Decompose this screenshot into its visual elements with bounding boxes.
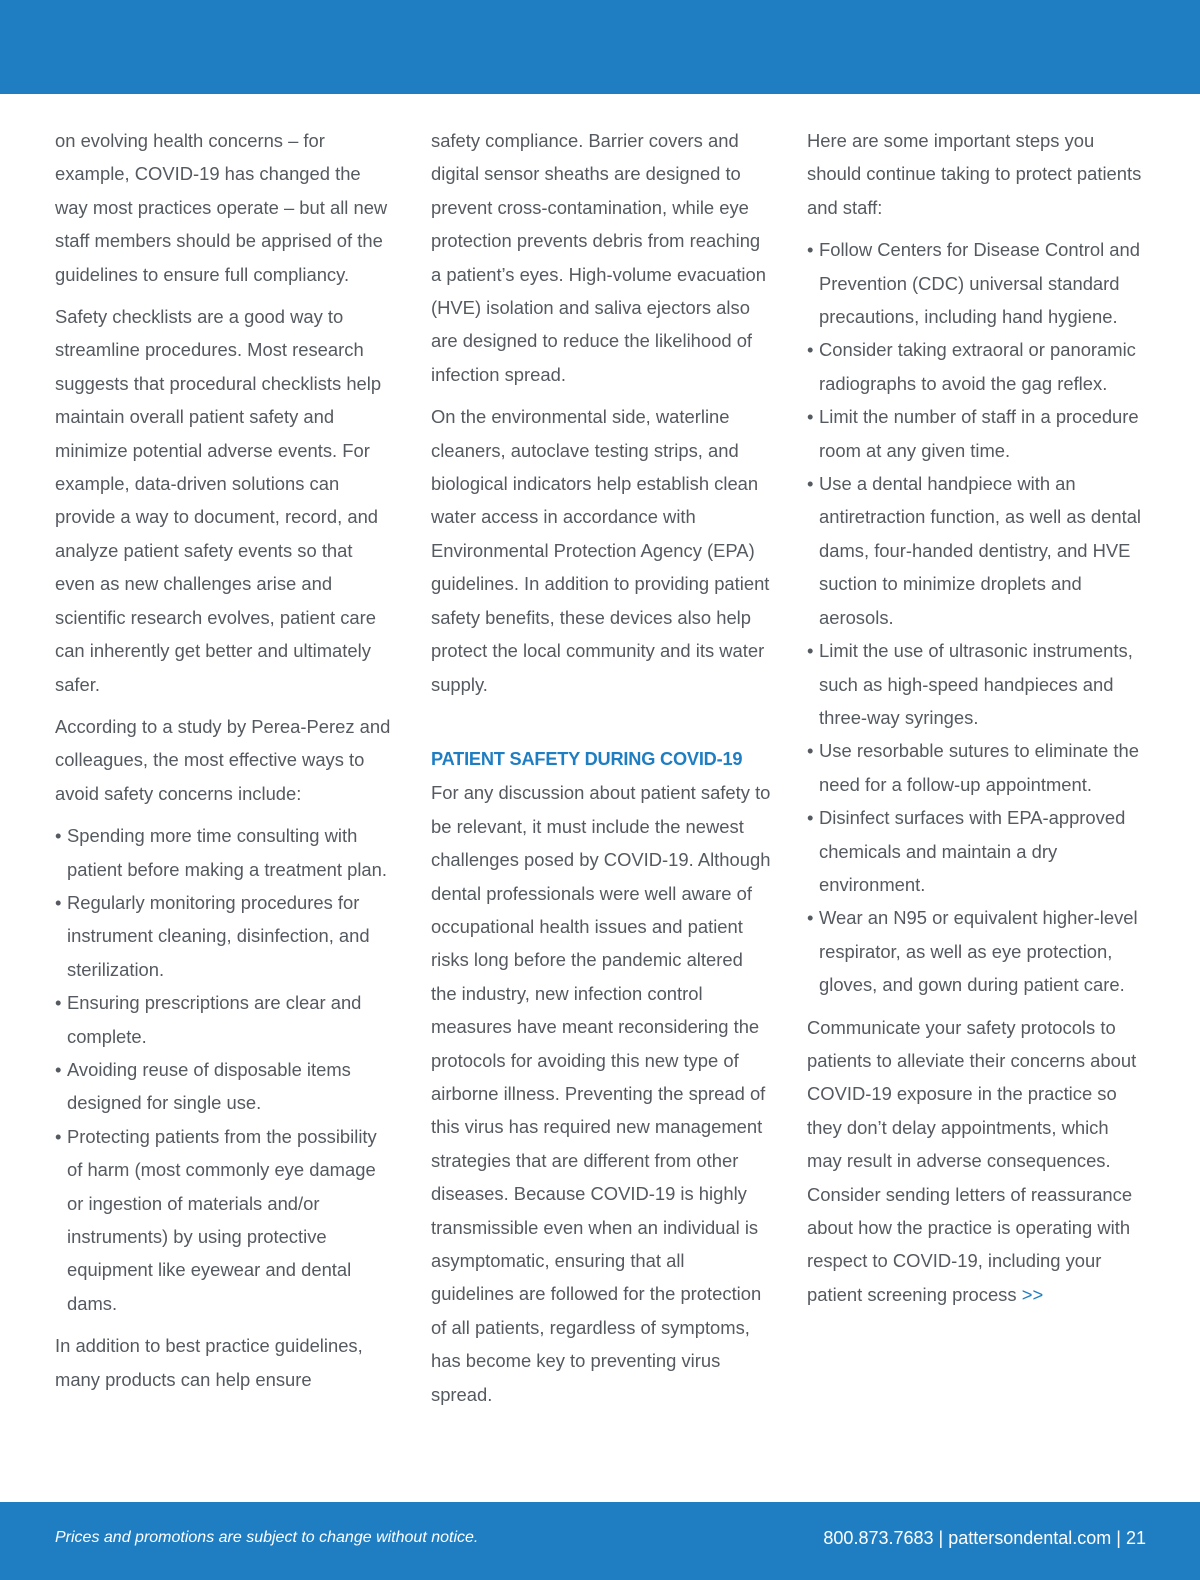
paragraph: on evolving health concerns – for example, COVID-19 has changed the way most practices operate – but all new staff members should be apprised of the guidelines to ensure full compliancy. bbox=[55, 130, 388, 285]
safety-concerns-list bbox=[55, 819, 395, 1320]
pricing-disclaimer: Prices and promotions are subject to change without notice. bbox=[55, 1529, 479, 1546]
list-item: • Consider taking extraoral or panoramic radiographs to avoid the gag reflex. bbox=[807, 333, 1147, 400]
list-item: • Protecting patients from the possibility of harm (most commonly eye damage or ingestion of materials and/or instruments) by using protective equipment like eyewear and dental dams. bbox=[55, 1120, 395, 1320]
list-item: • Limit the use of ultrasonic instruments, such as high-speed handpieces and three-way syringes. bbox=[807, 634, 1147, 734]
closing-paragraph-text: Communicate your safety protocols to patients to alleviate their concerns about COVID-19 exposure in the practice so they don’t delay appointments, which may result in adverse consequences. Consider sending letters of reassurance about how the practice is operating with respect to COVID-19, including your patient screening process bbox=[807, 1016, 1137, 1305]
list-item: • Limit the number of staff in a procedure room at any given time. bbox=[807, 400, 1147, 467]
article-column-2 bbox=[431, 124, 771, 1420]
paragraph: In addition to best practice guidelines, many products can help ensure bbox=[55, 1335, 363, 1390]
paragraph: Here are some important steps you should continue taking to protect patients and staff: bbox=[807, 130, 1142, 218]
list-item: • Wear an N95 or equivalent higher-level respirator, as well as eye protection, gloves, and gown during patient care. bbox=[807, 901, 1147, 1001]
list-item: • Follow Centers for Disease Control and Prevention (CDC) universal standard precautions, including hand hygiene. bbox=[807, 233, 1147, 333]
list-item: • Spending more time consulting with patient before making a treatment plan. bbox=[55, 819, 395, 886]
list-item: • Ensuring prescriptions are clear and complete. bbox=[55, 986, 395, 1053]
list-item: • Disinfect surfaces with EPA-approved chemicals and maintain a dry environment. bbox=[807, 801, 1147, 901]
covid-steps-list bbox=[807, 233, 1147, 1001]
footer-contact: 800.873.7683 | pattersondental.com | 21 bbox=[823, 1528, 1146, 1548]
header-bar bbox=[0, 0, 1200, 94]
paragraph: On the environmental side, waterline cleaners, autoclave testing strips, and biological indicators help establish clean water access in accordance with Environmental Protection Agency (EPA) guidelines. In addition to providing patient safety benefits, these devices also help protect the local community and its water supply. bbox=[431, 406, 770, 695]
paragraph: For any discussion about patient safety to be relevant, it must include the newest challenges posed by COVID-19. Although dental professionals were well aware of occupational health issues and patient risks long before the pandemic altered the industry, new infection control measures have meant reconsidering the protocols for avoiding this new type of airborne illness. Preventing the spread of this virus has required new management strategies that are different from other diseases. Because COVID-19 is highly transmissible even when an individual is asymptomatic, ensuring that all guidelines are followed for the protection of all patients, regardless of symptoms, has become key to preventing virus spread. bbox=[431, 782, 771, 1405]
article-column-3 bbox=[807, 124, 1147, 1320]
list-item: • Regularly monitoring procedures for instrument cleaning, disinfection, and sterilization. bbox=[55, 886, 395, 986]
paragraph bbox=[807, 1011, 1147, 1312]
list-item: • Use resorbable sutures to eliminate the need for a follow-up appointment. bbox=[807, 734, 1147, 801]
paragraph: Safety checklists are a good way to streamline procedures. Most research suggests that procedural checklists help maintain overall patient safety and minimize potential adverse events. For example, data-driven solutions can provide a way to document, record, and analyze patient safety events so that even as new challenges arise and scientific research evolves, patient care can inherently get better and ultimately safer. bbox=[55, 306, 382, 695]
list-item: • Avoiding reuse of disposable items designed for single use. bbox=[55, 1053, 395, 1120]
section-heading: PATIENT SAFETY DURING COVID-19 bbox=[431, 748, 743, 769]
footer-bar bbox=[0, 1502, 1200, 1580]
continue-reading-link[interactable]: >> bbox=[1021, 1283, 1044, 1305]
article-column-1 bbox=[55, 124, 395, 1405]
paragraph: safety compliance. Barrier covers and digital sensor sheaths are designed to prevent cross-contamination, while eye protection prevents debris from reaching a patient’s eyes. High-volume evacuation (HVE) isolation and saliva ejectors also are designed to reduce the likelihood of infection spread. bbox=[431, 130, 766, 385]
list-item: • Use a dental handpiece with an antiretraction function, as well as dental dams, four-handed dentistry, and HVE suction to minimize droplets and aerosols. bbox=[807, 467, 1147, 634]
paragraph: According to a study by Perea-Perez and colleagues, the most effective ways to avoid safety concerns include: bbox=[55, 715, 391, 804]
